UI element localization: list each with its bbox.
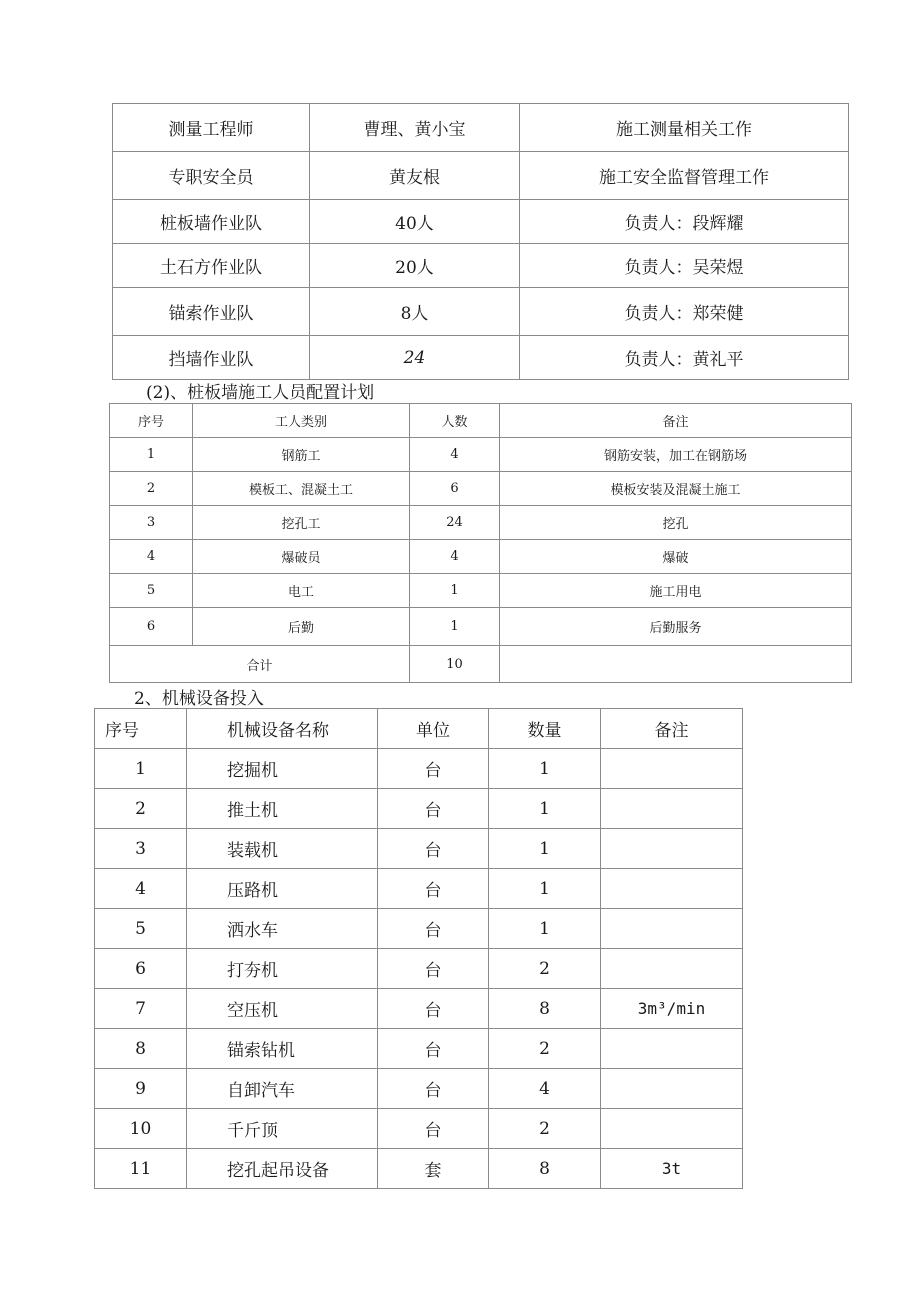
note-cell — [601, 1029, 743, 1069]
total-label: 合计 — [110, 646, 410, 683]
type-cell: 钢筋工 — [193, 438, 410, 472]
unit-cell: 台 — [378, 989, 489, 1029]
qty-cell: 8 — [489, 989, 601, 1029]
table-row — [95, 789, 743, 829]
type-cell: 后勤 — [193, 608, 410, 646]
qty-cell: 8 — [489, 1149, 601, 1189]
no-cell: 1 — [110, 438, 193, 472]
no-cell: 11 — [95, 1149, 187, 1189]
people-cell: 黄友根 — [310, 152, 520, 200]
qty-cell: 4 — [489, 1069, 601, 1109]
name-cell: 空压机 — [187, 989, 378, 1029]
header-cell: 数量 — [489, 709, 601, 749]
type-cell: 挖孔工 — [193, 506, 410, 540]
duty-cell: 施工测量相关工作 — [520, 104, 849, 152]
duty-cell: 负责人：黄礼平 — [520, 336, 849, 380]
people-cell: 曹理、黄小宝 — [310, 104, 520, 152]
staff-table — [112, 103, 849, 380]
people-cell: 24 — [310, 336, 520, 380]
note-cell: 3m³/min — [601, 989, 743, 1029]
note-cell — [601, 829, 743, 869]
count-cell: 1 — [410, 574, 500, 608]
table-row — [110, 540, 852, 574]
note-cell — [500, 646, 852, 683]
qty-cell: 2 — [489, 949, 601, 989]
type-cell: 爆破员 — [193, 540, 410, 574]
header-cell: 序号 — [110, 404, 193, 438]
name-cell: 自卸汽车 — [187, 1069, 378, 1109]
table-row — [110, 608, 852, 646]
unit-cell: 台 — [378, 949, 489, 989]
no-cell: 10 — [95, 1109, 187, 1149]
role-cell: 土石方作业队 — [113, 244, 310, 288]
no-cell: 2 — [110, 472, 193, 506]
table-row — [95, 749, 743, 789]
count-cell: 6 — [410, 472, 500, 506]
role-cell: 专职安全员 — [113, 152, 310, 200]
name-cell: 推土机 — [187, 789, 378, 829]
name-cell: 锚索钻机 — [187, 1029, 378, 1069]
no-cell: 6 — [95, 949, 187, 989]
duty-cell: 施工安全监督管理工作 — [520, 152, 849, 200]
header-cell: 单位 — [378, 709, 489, 749]
role-cell: 锚索作业队 — [113, 288, 310, 336]
no-cell: 3 — [95, 829, 187, 869]
table-header-row — [110, 404, 852, 438]
no-cell: 1 — [95, 749, 187, 789]
note-cell: 后勤服务 — [500, 608, 852, 646]
name-cell: 装载机 — [187, 829, 378, 869]
table-row — [110, 472, 852, 506]
qty-cell: 1 — [489, 749, 601, 789]
table-row — [95, 909, 743, 949]
role-cell: 桩板墙作业队 — [113, 200, 310, 244]
table-row — [113, 200, 849, 244]
note-cell: 钢筋安装，加工在钢筋场 — [500, 438, 852, 472]
note-cell: 模板安装及混凝土施工 — [500, 472, 852, 506]
header-cell: 机械设备名称 — [187, 709, 378, 749]
count-cell: 4 — [410, 438, 500, 472]
type-cell: 电工 — [193, 574, 410, 608]
people-cell: 8人 — [310, 288, 520, 336]
table-row — [95, 1149, 743, 1189]
duty-cell: 负责人：吴荣煜 — [520, 244, 849, 288]
table-row — [95, 829, 743, 869]
note-cell — [601, 789, 743, 829]
note-cell: 爆破 — [500, 540, 852, 574]
name-cell: 挖掘机 — [187, 749, 378, 789]
unit-cell: 台 — [378, 869, 489, 909]
duty-cell: 负责人：郑荣健 — [520, 288, 849, 336]
worker-plan-table — [109, 403, 852, 683]
table-row — [110, 438, 852, 472]
name-cell: 千斤顶 — [187, 1109, 378, 1149]
unit-cell: 台 — [378, 829, 489, 869]
count-cell: 4 — [410, 540, 500, 574]
table-row — [95, 869, 743, 909]
no-cell: 5 — [95, 909, 187, 949]
unit-cell: 套 — [378, 1149, 489, 1189]
qty-cell: 1 — [489, 909, 601, 949]
section-title: 2、机械设备投入 — [134, 689, 264, 709]
note-cell: 3t — [601, 1149, 743, 1189]
header-cell: 工人类别 — [193, 404, 410, 438]
note-cell — [601, 749, 743, 789]
note-cell — [601, 1069, 743, 1109]
note-cell — [601, 1109, 743, 1149]
section-title: (2)、桩板墙施工人员配置计划 — [146, 383, 375, 403]
no-cell: 6 — [110, 608, 193, 646]
no-cell: 5 — [110, 574, 193, 608]
qty-cell: 2 — [489, 1109, 601, 1149]
qty-cell: 1 — [489, 789, 601, 829]
no-cell: 3 — [110, 506, 193, 540]
table-row — [95, 1109, 743, 1149]
unit-cell: 台 — [378, 1109, 489, 1149]
table-header-row — [95, 709, 743, 749]
table-row — [113, 244, 849, 288]
unit-cell: 台 — [378, 1029, 489, 1069]
unit-cell: 台 — [378, 749, 489, 789]
equipment-table — [94, 708, 743, 1189]
qty-cell: 1 — [489, 869, 601, 909]
table-row — [95, 1029, 743, 1069]
no-cell: 2 — [95, 789, 187, 829]
note-cell: 施工用电 — [500, 574, 852, 608]
name-cell: 挖孔起吊设备 — [187, 1149, 378, 1189]
no-cell: 8 — [95, 1029, 187, 1069]
table-row — [95, 1069, 743, 1109]
no-cell: 4 — [95, 869, 187, 909]
table-row — [95, 949, 743, 989]
header-cell: 备注 — [601, 709, 743, 749]
qty-cell: 2 — [489, 1029, 601, 1069]
header-cell: 人数 — [410, 404, 500, 438]
header-cell: 备注 — [500, 404, 852, 438]
note-cell — [601, 949, 743, 989]
no-cell: 7 — [95, 989, 187, 1029]
table-row — [113, 104, 849, 152]
people-cell: 40人 — [310, 200, 520, 244]
table-row — [113, 152, 849, 200]
unit-cell: 台 — [378, 789, 489, 829]
duty-cell: 负责人：段辉耀 — [520, 200, 849, 244]
role-cell: 测量工程师 — [113, 104, 310, 152]
type-cell: 模板工、混凝土工 — [193, 472, 410, 506]
note-cell: 挖孔 — [500, 506, 852, 540]
table-row — [113, 288, 849, 336]
note-cell — [601, 869, 743, 909]
name-cell: 压路机 — [187, 869, 378, 909]
table-row — [113, 336, 849, 380]
people-cell: 20人 — [310, 244, 520, 288]
table-row — [95, 989, 743, 1029]
name-cell: 洒水车 — [187, 909, 378, 949]
name-cell: 打夯机 — [187, 949, 378, 989]
unit-cell: 台 — [378, 909, 489, 949]
count-cell: 1 — [410, 608, 500, 646]
total-row — [110, 646, 852, 683]
count-cell: 24 — [410, 506, 500, 540]
no-cell: 4 — [110, 540, 193, 574]
table-row — [110, 506, 852, 540]
total-value: 10 — [410, 646, 500, 683]
unit-cell: 台 — [378, 1069, 489, 1109]
role-cell: 挡墙作业队 — [113, 336, 310, 380]
note-cell — [601, 909, 743, 949]
header-cell: 序号 — [95, 709, 187, 749]
qty-cell: 1 — [489, 829, 601, 869]
table-row — [110, 574, 852, 608]
no-cell: 9 — [95, 1069, 187, 1109]
